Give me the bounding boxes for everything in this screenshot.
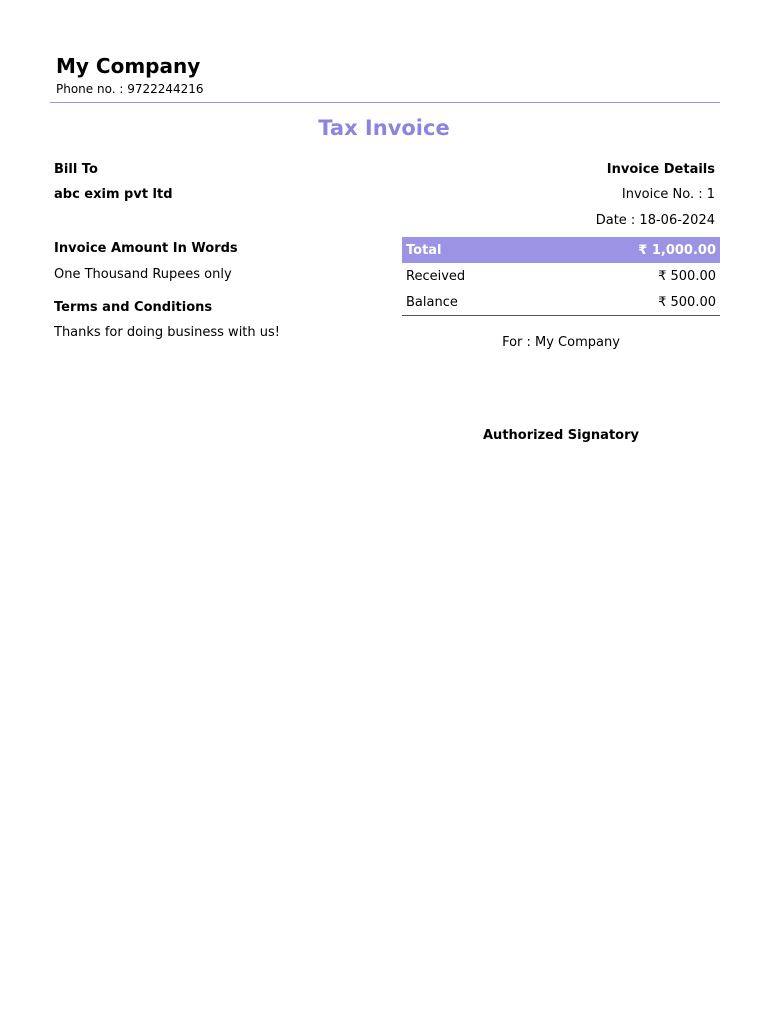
amount-summary-table [402,237,720,316]
total-value: ₹ 1,000.00 [542,237,720,263]
terms-heading: Terms and Conditions [54,300,213,315]
invoice-details-heading: Invoice Details [606,162,715,177]
balance-label: Balance [402,289,542,316]
bill-to-name: abc exim pvt ltd [54,187,173,202]
amount-in-words-text: One Thousand Rupees only [54,267,232,282]
balance-value: ₹ 500.00 [542,289,720,316]
company-name: My Company [56,54,201,78]
header-divider [50,102,720,103]
company-phone: Phone no. : 9722244216 [56,82,204,96]
invoice-date: Date : 18-06-2024 [595,213,715,228]
amount-in-words-heading: Invoice Amount In Words [54,241,238,256]
received-row [402,263,720,289]
balance-row [402,289,720,316]
terms-text: Thanks for doing business with us! [54,325,280,340]
total-row [402,237,720,263]
for-company-text: For : My Company [502,335,620,350]
authorized-signatory: Authorized Signatory [483,428,639,443]
bill-to-heading: Bill To [54,162,98,177]
invoice-number: Invoice No. : 1 [621,187,715,202]
received-label: Received [406,268,466,284]
total-label: Total [402,237,542,263]
received-value: ₹ 500.00 [658,268,716,284]
document-title: Tax Invoice [318,116,450,140]
